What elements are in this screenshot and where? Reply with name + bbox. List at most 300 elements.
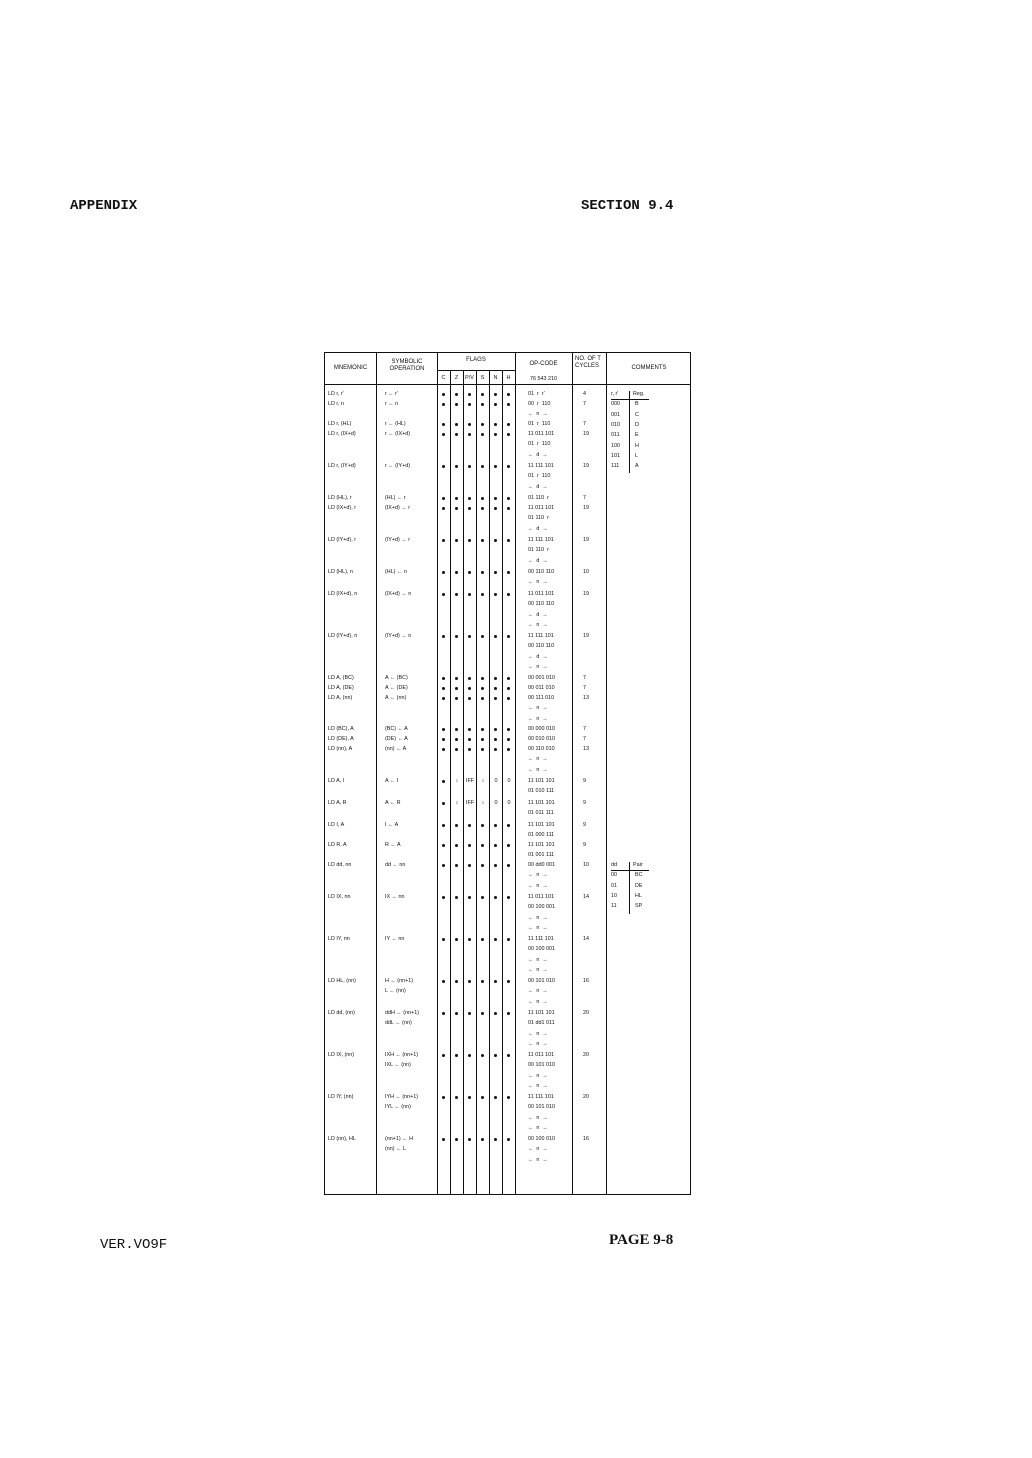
- flag-unaffected-dot: [455, 844, 458, 847]
- mnemonic-cell: LD R, A: [328, 842, 347, 848]
- opcode-cell: 01 dd1 011: [528, 1020, 555, 1027]
- symbolic-operation-cell: I ← A: [385, 822, 399, 828]
- opcode-cell: 11 011 101: [528, 894, 555, 900]
- legend-cell: H: [635, 442, 639, 449]
- flag-unaffected-dot: [507, 738, 510, 741]
- flag-unaffected-dot: [494, 738, 497, 741]
- header-opcode: OP-CODE: [529, 361, 558, 367]
- mnemonic-cell: LD dd, nn: [328, 862, 352, 868]
- flag-unaffected-dot: [468, 824, 471, 827]
- mnemonic-cell: LD (IX+d), r: [328, 505, 357, 511]
- flag-unaffected-dot: [468, 896, 471, 899]
- opcode-cell: 01 r 110: [528, 473, 551, 480]
- flag-unaffected-dot: [442, 465, 445, 468]
- opcode-cell: 11 011 101: [528, 431, 555, 437]
- flag-unaffected-dot: [494, 1096, 497, 1099]
- symbolic-operation-cell: IX ← nn: [385, 894, 405, 900]
- flag-cell: ↕: [481, 800, 485, 806]
- flag-unaffected-dot: [468, 1054, 471, 1057]
- flag-unaffected-dot: [468, 539, 471, 542]
- flag-unaffected-dot: [494, 697, 497, 700]
- flag-unaffected-dot: [468, 980, 471, 983]
- opcode-cell: ← d →: [528, 611, 548, 618]
- opcode-cell: ← n →: [528, 1040, 548, 1047]
- opcode-cell: ← n →: [528, 621, 548, 628]
- flag-unaffected-dot: [481, 539, 484, 542]
- mnemonic-cell: LD (IY+d), r: [328, 537, 357, 543]
- flag-unaffected-dot: [442, 593, 445, 596]
- legend-cell: BC: [635, 872, 643, 879]
- legend-cell: B: [635, 401, 639, 408]
- symbolic-operation-cell: IXH ← (nn+1): [385, 1052, 419, 1058]
- mnemonic-cell: LD IX, nn: [328, 894, 351, 900]
- flag-unaffected-dot: [481, 1096, 484, 1099]
- opcode-cell: 01 r 110: [528, 421, 551, 427]
- opcode-cell: ← n →: [528, 956, 548, 963]
- opcode-cell: ← d →: [528, 525, 548, 532]
- opcode-cell: 00 111 010: [528, 695, 555, 701]
- symbolic-operation-cell: A ← (nn): [385, 695, 407, 701]
- mnemonic-cell: LD r, (HL): [328, 421, 352, 427]
- flag-unaffected-dot: [481, 465, 484, 468]
- flag-unaffected-dot: [455, 1096, 458, 1099]
- mnemonic-cell: LD (HL), n: [328, 569, 353, 575]
- opcode-cell: 00 100 001: [528, 904, 555, 911]
- flag-unaffected-dot: [481, 697, 484, 700]
- flag-unaffected-dot: [481, 864, 484, 867]
- symbolic-operation-cell: r ← (HL): [385, 421, 406, 427]
- symbolic-operation-cell: (nn) ← L: [385, 1146, 406, 1153]
- flag-unaffected-dot: [468, 393, 471, 396]
- t-cycles-cell: 10: [583, 862, 589, 868]
- symbolic-operation-cell: IXL ← (nn): [385, 1062, 411, 1069]
- opcode-cell: 11 011 101: [528, 505, 555, 511]
- mnemonic-cell: LD r, n: [328, 401, 344, 407]
- t-cycles-cell: 20: [583, 1094, 589, 1100]
- legend-cell: C: [635, 411, 639, 418]
- flag-unaffected-dot: [442, 1012, 445, 1015]
- legend-cell: HL: [635, 892, 642, 899]
- legend-cell: A: [635, 463, 639, 470]
- flag-unaffected-dot: [481, 571, 484, 574]
- footer-version: VER.VO9F: [100, 1237, 168, 1253]
- opcode-cell: 11 101 101: [528, 842, 555, 848]
- header-flag-z: Z: [454, 375, 459, 381]
- symbolic-operation-cell: IYH ← (nn+1): [385, 1094, 419, 1100]
- flag-unaffected-dot: [468, 938, 471, 941]
- flag-unaffected-dot: [507, 433, 510, 436]
- mnemonic-cell: LD IX, (nn): [328, 1052, 355, 1058]
- mnemonic-cell: LD (HL), r: [328, 495, 352, 501]
- flag-unaffected-dot: [468, 738, 471, 741]
- opcode-cell: ← n →: [528, 766, 548, 773]
- symbolic-operation-cell: A ← I: [385, 778, 399, 784]
- flag-unaffected-dot: [468, 497, 471, 500]
- t-cycles-cell: 13: [583, 695, 589, 701]
- flag-unaffected-dot: [481, 687, 484, 690]
- flag-unaffected-dot: [442, 423, 445, 426]
- symbolic-operation-cell: (BC) ← A: [385, 726, 408, 732]
- flag-unaffected-dot: [507, 507, 510, 510]
- flag-unaffected-dot: [455, 1012, 458, 1015]
- opcode-cell: 11 101 101: [528, 800, 555, 806]
- t-cycles-cell: 7: [583, 726, 586, 732]
- flag-unaffected-dot: [442, 748, 445, 751]
- flag-unaffected-dot: [468, 423, 471, 426]
- opcode-cell: 11 111 101: [528, 537, 554, 543]
- opcode-cell: ← n →: [528, 924, 548, 931]
- mnemonic-cell: LD A, R: [328, 800, 347, 806]
- opcode-table: [324, 352, 691, 1195]
- flag-unaffected-dot: [494, 1138, 497, 1141]
- flag-unaffected-dot: [442, 571, 445, 574]
- flag-unaffected-dot: [507, 635, 510, 638]
- flag-unaffected-dot: [442, 635, 445, 638]
- legend-cell: D: [635, 421, 639, 428]
- flag-unaffected-dot: [442, 738, 445, 741]
- t-cycles-cell: 7: [583, 736, 586, 742]
- t-cycles-cell: 19: [583, 463, 589, 469]
- opcode-cell: ← n →: [528, 1124, 548, 1131]
- opcode-cell: ← n →: [528, 966, 548, 973]
- opcode-cell: 01 001 111: [528, 852, 555, 859]
- symbolic-operation-cell: A ← R: [385, 800, 401, 806]
- opcode-cell: ← n →: [528, 1082, 548, 1089]
- flag-unaffected-dot: [494, 938, 497, 941]
- flag-unaffected-dot: [507, 497, 510, 500]
- symbolic-operation-cell: r ← (IY+d): [385, 463, 411, 469]
- opcode-cell: ← n →: [528, 988, 548, 995]
- opcode-cell: 11 101 101: [528, 778, 555, 784]
- flag-unaffected-dot: [494, 539, 497, 542]
- mnemonic-cell: LD (DE), A: [328, 736, 354, 742]
- opcode-cell: ← n →: [528, 1146, 548, 1153]
- legend-cell: 10: [611, 892, 617, 899]
- mnemonic-cell: LD (nn), HL: [328, 1136, 356, 1142]
- flag-unaffected-dot: [507, 465, 510, 468]
- opcode-cell: ← n →: [528, 663, 548, 670]
- symbolic-operation-cell: dd ← nn: [385, 862, 406, 868]
- flag-unaffected-dot: [442, 539, 445, 542]
- symbolic-operation-cell: (nn) ← A: [385, 746, 407, 752]
- opcode-cell: ← n →: [528, 411, 548, 418]
- flag-unaffected-dot: [455, 497, 458, 500]
- flag-unaffected-dot: [494, 824, 497, 827]
- flag-unaffected-dot: [468, 728, 471, 731]
- flag-unaffected-dot: [507, 1012, 510, 1015]
- flag-unaffected-dot: [481, 677, 484, 680]
- flag-unaffected-dot: [481, 1054, 484, 1057]
- opcode-cell: ← n →: [528, 1156, 548, 1163]
- flag-unaffected-dot: [507, 593, 510, 596]
- flag-unaffected-dot: [481, 844, 484, 847]
- flag-unaffected-dot: [455, 824, 458, 827]
- opcode-cell: 00 010 010: [528, 736, 555, 742]
- flag-unaffected-dot: [481, 423, 484, 426]
- legend-cell: 011: [611, 432, 620, 439]
- flag-unaffected-dot: [468, 507, 471, 510]
- t-cycles-cell: 9: [583, 822, 586, 828]
- legend-cell: 100: [611, 442, 620, 449]
- opcode-cell: 11 011 101: [528, 1052, 555, 1058]
- flag-unaffected-dot: [442, 802, 445, 805]
- symbolic-operation-cell: L ← (nn): [385, 988, 406, 995]
- flag-unaffected-dot: [481, 748, 484, 751]
- flag-unaffected-dot: [481, 1012, 484, 1015]
- flag-unaffected-dot: [494, 403, 497, 406]
- flag-unaffected-dot: [442, 393, 445, 396]
- opcode-cell: ← n →: [528, 872, 548, 879]
- opcode-cell: 00 110 110: [528, 569, 555, 575]
- t-cycles-cell: 9: [583, 842, 586, 848]
- opcode-cell: 00 101 010: [528, 1062, 555, 1069]
- flag-unaffected-dot: [507, 697, 510, 700]
- mnemonic-cell: LD r, r': [328, 391, 344, 397]
- opcode-cell: ← n →: [528, 1114, 548, 1121]
- flag-cell: 0: [507, 778, 511, 784]
- flag-unaffected-dot: [442, 896, 445, 899]
- mnemonic-cell: LD I, A: [328, 822, 345, 828]
- flag-unaffected-dot: [494, 571, 497, 574]
- flag-unaffected-dot: [455, 507, 458, 510]
- symbolic-operation-cell: R ← A: [385, 842, 401, 848]
- flag-unaffected-dot: [507, 1138, 510, 1141]
- flag-unaffected-dot: [442, 507, 445, 510]
- mnemonic-cell: LD A, (BC): [328, 675, 354, 681]
- header-opcode-bits: 76 543 210: [530, 376, 557, 382]
- flag-unaffected-dot: [455, 864, 458, 867]
- legend-cell: SP: [635, 903, 643, 910]
- flag-unaffected-dot: [455, 465, 458, 468]
- legend-cell: L: [635, 452, 638, 459]
- t-cycles-cell: 19: [583, 537, 589, 543]
- t-cycles-cell: 13: [583, 746, 589, 752]
- t-cycles-cell: 19: [583, 633, 589, 639]
- flag-unaffected-dot: [494, 687, 497, 690]
- flag-unaffected-dot: [455, 403, 458, 406]
- flag-unaffected-dot: [481, 507, 484, 510]
- legend-cell: 01: [611, 882, 617, 889]
- t-cycles-cell: 19: [583, 431, 589, 437]
- opcode-cell: 11 111 101: [528, 633, 554, 639]
- flag-unaffected-dot: [494, 635, 497, 638]
- flag-unaffected-dot: [442, 980, 445, 983]
- mnemonic-cell: LD (IX+d), n: [328, 591, 358, 597]
- flag-unaffected-dot: [507, 423, 510, 426]
- opcode-cell: 00 001 010: [528, 675, 555, 681]
- flag-unaffected-dot: [468, 844, 471, 847]
- flag-cell: 0: [494, 778, 498, 784]
- flag-unaffected-dot: [442, 780, 445, 783]
- symbolic-operation-cell: (HL) ← n: [385, 569, 407, 575]
- t-cycles-cell: 10: [583, 569, 589, 575]
- flag-unaffected-dot: [481, 1138, 484, 1141]
- opcode-cell: 00 110 110: [528, 601, 555, 608]
- flag-unaffected-dot: [494, 864, 497, 867]
- flag-cell: ↕: [481, 778, 485, 784]
- flag-unaffected-dot: [481, 497, 484, 500]
- flag-unaffected-dot: [494, 433, 497, 436]
- t-cycles-cell: 9: [583, 800, 586, 806]
- flag-unaffected-dot: [481, 403, 484, 406]
- t-cycles-cell: 19: [583, 505, 589, 511]
- flag-unaffected-dot: [442, 1138, 445, 1141]
- opcode-cell: 01 010 111: [528, 788, 555, 795]
- opcode-cell: ← n →: [528, 705, 548, 712]
- flag-unaffected-dot: [481, 728, 484, 731]
- opcode-cell: ← n →: [528, 1072, 548, 1079]
- mnemonic-cell: LD dd, (nn): [328, 1010, 355, 1016]
- flag-unaffected-dot: [481, 938, 484, 941]
- flag-unaffected-dot: [481, 635, 484, 638]
- flag-unaffected-dot: [468, 687, 471, 690]
- opcode-cell: 00 110 110: [528, 643, 555, 650]
- flag-unaffected-dot: [507, 844, 510, 847]
- opcode-cell: 00 011 010: [528, 685, 555, 691]
- flag-unaffected-dot: [494, 748, 497, 751]
- flag-unaffected-dot: [494, 1054, 497, 1057]
- flag-unaffected-dot: [442, 728, 445, 731]
- flag-unaffected-dot: [455, 593, 458, 596]
- flag-unaffected-dot: [481, 896, 484, 899]
- opcode-cell: 01 r 110: [528, 441, 551, 448]
- mnemonic-cell: LD A, I: [328, 778, 345, 784]
- flag-unaffected-dot: [468, 1096, 471, 1099]
- header-flag-h: H: [506, 375, 511, 381]
- opcode-cell: ← d →: [528, 451, 548, 458]
- flag-cell: 0: [494, 800, 498, 806]
- flag-unaffected-dot: [507, 748, 510, 751]
- legend-cell: 010: [611, 421, 620, 428]
- flag-unaffected-dot: [494, 728, 497, 731]
- flag-unaffected-dot: [442, 433, 445, 436]
- flag-unaffected-dot: [442, 403, 445, 406]
- header-flag-pv: P/V: [465, 375, 474, 381]
- opcode-cell: 01 110 r: [528, 547, 549, 554]
- symbolic-operation-cell: (IX+d) ← n: [385, 591, 412, 597]
- symbolic-operation-cell: (IY+d) ← n: [385, 633, 412, 639]
- flag-unaffected-dot: [442, 1054, 445, 1057]
- flag-unaffected-dot: [494, 497, 497, 500]
- flag-unaffected-dot: [468, 593, 471, 596]
- flag-unaffected-dot: [507, 1096, 510, 1099]
- flag-unaffected-dot: [468, 864, 471, 867]
- opcode-cell: 00 dd0 001: [528, 862, 555, 868]
- t-cycles-cell: 7: [583, 421, 586, 427]
- symbolic-operation-cell: ddL ← (nn): [385, 1020, 412, 1027]
- flag-unaffected-dot: [468, 571, 471, 574]
- flag-unaffected-dot: [494, 1012, 497, 1015]
- opcode-cell: ← d →: [528, 483, 548, 490]
- flag-unaffected-dot: [455, 571, 458, 574]
- opcode-cell: ← n →: [528, 1030, 548, 1037]
- flag-unaffected-dot: [468, 748, 471, 751]
- opcode-cell: ← n →: [528, 914, 548, 921]
- legend-cell: 11: [611, 903, 617, 910]
- flag-unaffected-dot: [494, 507, 497, 510]
- mnemonic-cell: LD IY, nn: [328, 936, 350, 942]
- t-cycles-cell: 19: [583, 591, 589, 597]
- flag-unaffected-dot: [455, 687, 458, 690]
- mnemonic-cell: LD r, (IY+d): [328, 463, 356, 469]
- symbolic-operation-cell: A ← (DE): [385, 685, 408, 691]
- opcode-cell: 11 111 101: [528, 936, 554, 942]
- t-cycles-cell: 14: [583, 936, 589, 942]
- opcode-cell: ← n →: [528, 998, 548, 1005]
- mnemonic-cell: LD HL, (nn): [328, 978, 356, 984]
- legend-cell: Pair: [633, 862, 643, 868]
- flag-unaffected-dot: [455, 539, 458, 542]
- symbolic-operation-cell: IYL ← (nn): [385, 1104, 411, 1111]
- header-flag-n: N: [493, 375, 498, 381]
- flag-unaffected-dot: [468, 1012, 471, 1015]
- t-cycles-cell: 7: [583, 495, 586, 501]
- opcode-cell: ← n →: [528, 715, 548, 722]
- symbolic-operation-cell: H ← (nn+1): [385, 978, 414, 984]
- flag-unaffected-dot: [455, 677, 458, 680]
- symbolic-operation-cell: (IY+d) ← r: [385, 537, 411, 543]
- header-t-cycles: NO. OF T CYCLES: [575, 356, 601, 369]
- opcode-cell: 11 101 101: [528, 822, 555, 828]
- flag-unaffected-dot: [494, 980, 497, 983]
- symbolic-operation-cell: r ← r': [385, 391, 399, 397]
- opcode-cell: 00 100 001: [528, 946, 555, 953]
- symbolic-operation-cell: (nn+1) ← H: [385, 1136, 414, 1142]
- header-symbolic-operation: SYMBOLIC OPERATION: [389, 359, 425, 372]
- flag-unaffected-dot: [455, 896, 458, 899]
- t-cycles-cell: 20: [583, 1052, 589, 1058]
- flag-unaffected-dot: [468, 635, 471, 638]
- flag-unaffected-dot: [442, 864, 445, 867]
- flag-unaffected-dot: [455, 433, 458, 436]
- legend-cell: E: [635, 432, 639, 439]
- opcode-cell: ← n →: [528, 882, 548, 889]
- flag-unaffected-dot: [494, 677, 497, 680]
- flag-unaffected-dot: [442, 938, 445, 941]
- flag-cell: 0: [507, 800, 511, 806]
- flag-unaffected-dot: [442, 824, 445, 827]
- symbolic-operation-cell: A ← (BC): [385, 675, 408, 681]
- flag-unaffected-dot: [481, 593, 484, 596]
- flag-unaffected-dot: [455, 635, 458, 638]
- mnemonic-cell: LD A, (DE): [328, 685, 354, 691]
- opcode-cell: 11 111 101: [528, 1094, 554, 1100]
- flag-unaffected-dot: [507, 687, 510, 690]
- opcode-cell: 00 101 010: [528, 978, 555, 984]
- opcode-cell: 00 110 010: [528, 746, 555, 752]
- flag-unaffected-dot: [468, 1138, 471, 1141]
- flag-cell: IFF: [465, 800, 475, 806]
- header-flags: FLAGS: [466, 357, 486, 363]
- flag-unaffected-dot: [442, 687, 445, 690]
- header-appendix: APPENDIX: [70, 198, 138, 214]
- symbolic-operation-cell: (HL) ← r: [385, 495, 406, 501]
- flag-unaffected-dot: [494, 844, 497, 847]
- flag-unaffected-dot: [442, 697, 445, 700]
- t-cycles-cell: 4: [583, 391, 586, 397]
- flag-unaffected-dot: [507, 938, 510, 941]
- opcode-cell: ← d →: [528, 557, 548, 564]
- legend-cell: 00: [611, 872, 617, 879]
- flag-unaffected-dot: [494, 465, 497, 468]
- opcode-cell: 01 r r': [528, 391, 545, 397]
- t-cycles-cell: 7: [583, 685, 586, 691]
- flag-unaffected-dot: [455, 1054, 458, 1057]
- flag-unaffected-dot: [507, 403, 510, 406]
- flag-unaffected-dot: [481, 824, 484, 827]
- legend-cell: 101: [611, 452, 620, 459]
- legend-cell: 001: [611, 411, 620, 418]
